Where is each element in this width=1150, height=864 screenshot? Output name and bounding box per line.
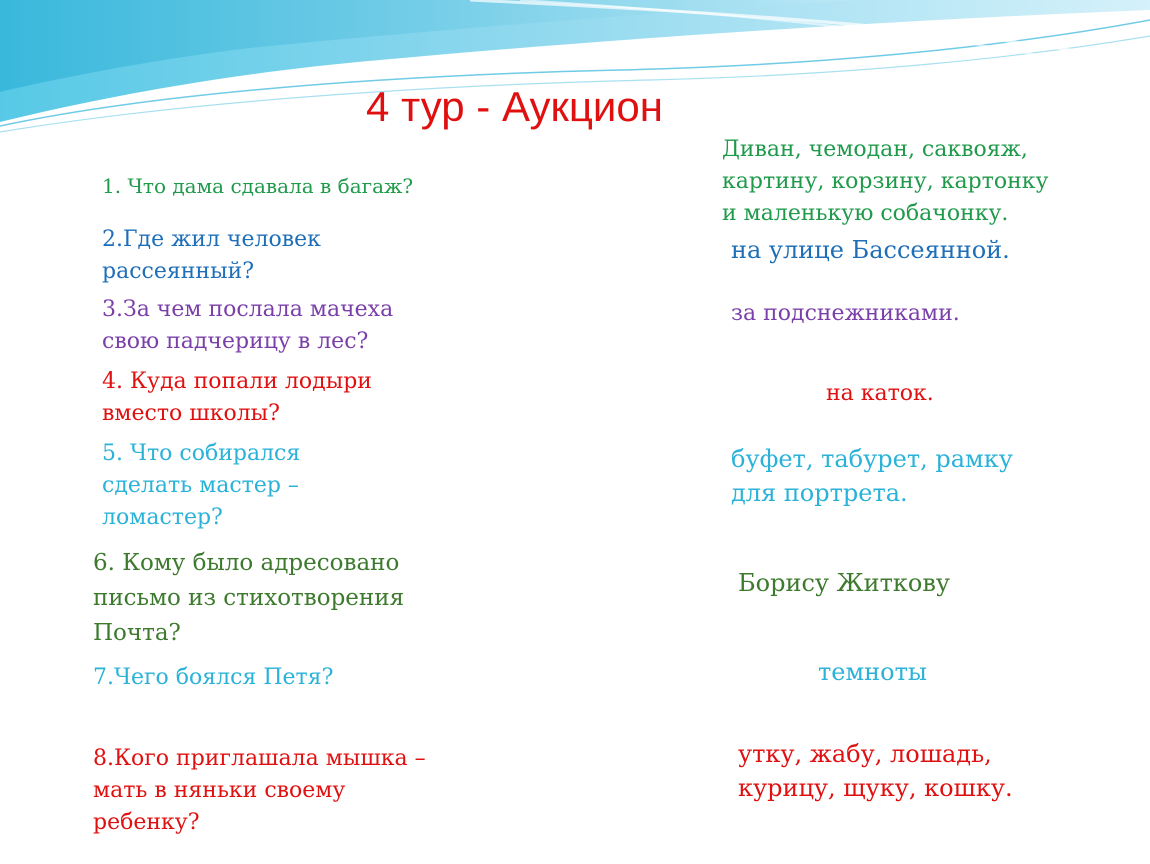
answer-5 [731,442,1013,510]
answer-8 [738,737,1013,805]
question-5-line-1: 5. Что собирался [102,441,301,466]
slide-title: 4 тур - Аукцион [366,83,663,130]
question-3 [102,294,393,358]
answer-7-line-1: темноты [818,658,927,686]
question-4 [102,366,372,430]
question-5 [102,438,300,534]
question-8-line-3: ребенку? [93,810,200,835]
answer-4 [826,378,934,410]
question-3-line-1: 3.За чем послала мачеха [102,297,394,322]
answer-8-line-2: курицу, щуку, кошку. [738,774,1013,802]
answer-1-line-1: Диван, чемодан, саквояж, [722,137,1028,162]
question-6 [93,546,404,651]
question-4-line-2: вместо школы? [102,401,280,426]
answer-3 [731,298,960,330]
answer-2-line-1: на улице Бассеянной. [731,236,1010,264]
answer-8-line-1: утку, жабу, лошадь, [738,740,992,768]
answer-6-line-1: Борису Житкову [738,569,950,597]
question-2-line-1: 2.Где жил человек [102,227,321,252]
question-5-line-2: сделать мастер – [102,473,299,498]
answer-2 [731,233,1010,267]
question-6-line-2: письмо из стихотворения [93,585,405,611]
answer-7 [818,655,927,689]
answer-1 [722,134,1048,230]
answer-1-line-2: картину, корзину, картонку [722,169,1049,194]
question-8 [93,743,426,839]
question-6-line-1: 6. Кому было адресовано [93,550,400,576]
question-1 [102,170,413,202]
answer-5-line-2: для портрета. [731,479,908,507]
question-7 [93,662,333,694]
question-6-line-3: Почта? [93,620,181,646]
answer-5-line-1: буфет, табурет, рамку [731,445,1013,473]
question-8-line-2: мать в няньки своему [93,778,346,803]
answer-4-line-1: на каток. [826,381,934,406]
question-4-line-1: 4. Куда попали лодыри [102,369,372,394]
answer-3-line-1: за подснежниками. [731,301,960,326]
question-7-line-1: 7.Чего боялся Петя? [93,665,334,690]
question-2 [102,224,321,288]
answer-6 [738,566,950,600]
question-3-line-2: свою падчерицу в лес? [102,329,369,354]
answer-1-line-3: и маленькую собачонку. [722,201,1009,226]
question-8-line-1: 8.Кого приглашала мышка – [93,746,426,771]
question-2-line-2: рассеянный? [102,259,255,284]
question-5-line-3: ломастер? [102,505,223,530]
question-1-line-1: 1. Что дама сдавала в багаж? [102,174,414,198]
